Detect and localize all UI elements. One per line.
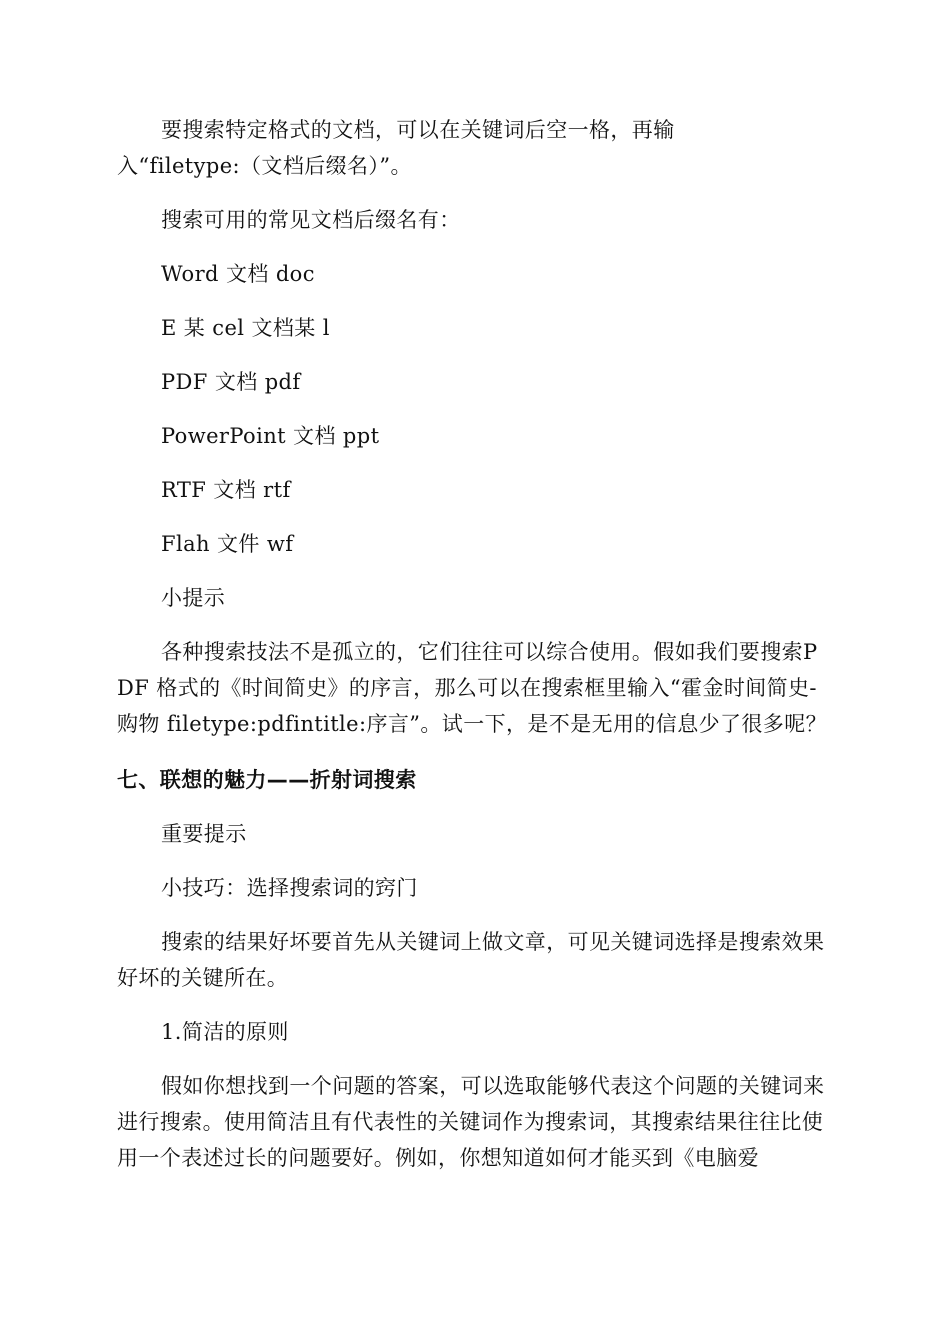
principle-one-title: 1.简洁的原则 xyxy=(161,1020,289,1044)
format-item-pdf: PDF 文档 pdf xyxy=(161,370,301,394)
paragraph-combined-techniques: 各种搜索技法不是孤立的，它们往往可以综合使用。假如我们要搜索PDF 格式的《时间简史》的序言，那么可以在搜索框里输入“霍金时间简史-购物 filetype:pdfintitle:序言”。试一下，是不是无用的信息少了很多呢？ xyxy=(117,640,828,736)
important-tip-label: 重要提示 xyxy=(161,822,247,846)
format-item-rtf: RTF 文档 rtf xyxy=(161,478,291,502)
paragraph-keyword-intro: 搜索的结果好坏要首先从关键词上做文章，可见关键词选择是搜索效果好坏的关键所在。 xyxy=(117,930,825,990)
trick-label: 小技巧：选择搜索词的窍门 xyxy=(161,876,418,900)
paragraph-filetype-line1: 要搜索特定格式的文档，可以在关键词后空一格，再输 xyxy=(161,118,675,142)
document-body xyxy=(117,112,833,1176)
paragraph-filetype-line2: 入“filetype:（文档后缀名）”。 xyxy=(117,154,412,178)
format-item-powerpoint: PowerPoint 文档 ppt xyxy=(161,424,380,448)
format-item-flash: Flah 文件 wf xyxy=(161,532,294,556)
format-item-excel: E 某 cel 文档某 l xyxy=(161,316,330,340)
format-item-word: Word 文档 doc xyxy=(161,262,315,286)
tip-label: 小提示 xyxy=(161,586,226,610)
section-heading-seven: 七、联想的魅力——折射词搜索 xyxy=(117,768,417,792)
paragraph-principle-one: 假如你想找到一个问题的答案，可以选取能够代表这个问题的关键词来进行搜索。使用简洁且有代表性的关键词作为搜索词，其搜索结果往往比使用一个表述过长的问题要好。例如，你想知道如何才能买到《电脑爱 xyxy=(117,1074,825,1170)
paragraph-common-suffixes: 搜索可用的常见文档后缀名有： xyxy=(161,208,461,232)
